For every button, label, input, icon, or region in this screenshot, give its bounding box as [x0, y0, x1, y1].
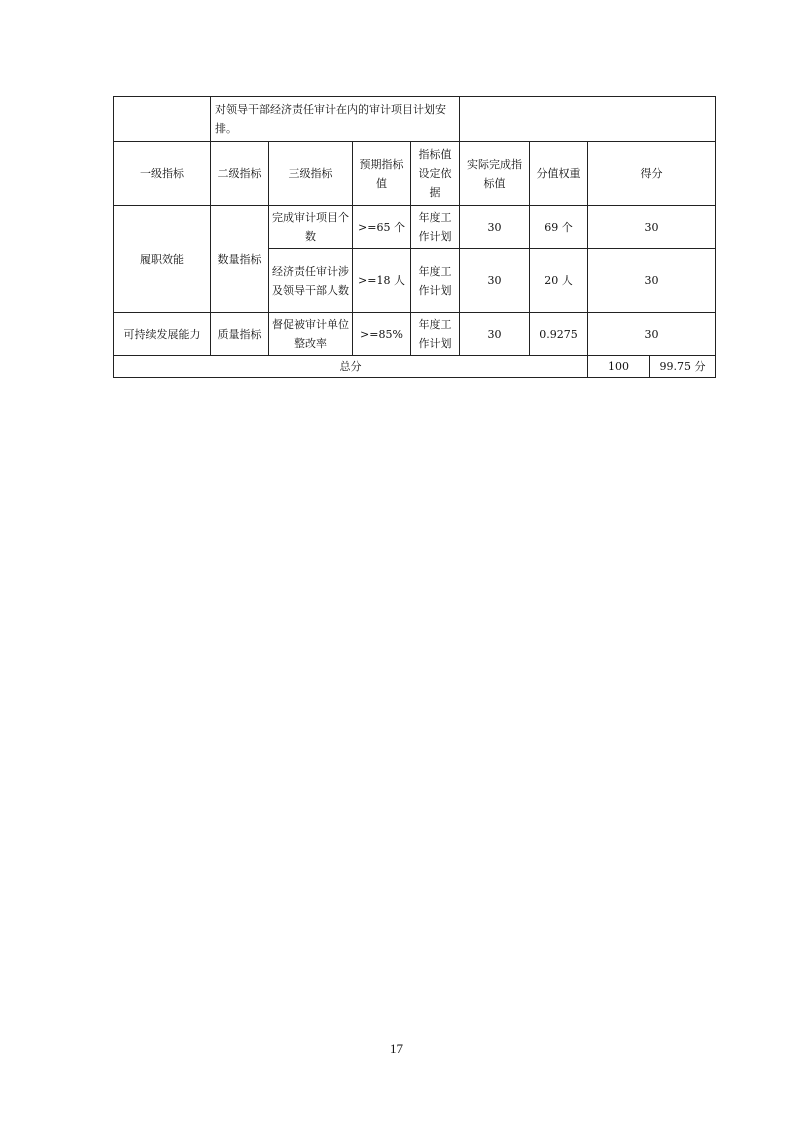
total-full-score: 100	[588, 356, 650, 378]
table-cell-empty	[460, 97, 716, 142]
cell-level3: 经济责任审计涉及领导干部人数	[269, 249, 353, 313]
header-actual: 实际完成指标值	[460, 142, 530, 206]
cell-level1: 履职效能	[114, 206, 211, 313]
cell-basis: 年度工作计划	[411, 249, 460, 313]
cell-level3: 督促被审计单位整改率	[269, 313, 353, 356]
header-score: 得分	[588, 142, 716, 206]
table-header-row	[114, 142, 716, 206]
cell-basis: 年度工作计划	[411, 313, 460, 356]
cell-expected: >=65 个	[353, 206, 411, 249]
cell-level2: 数量指标	[211, 206, 269, 313]
cell-score: 30	[588, 313, 716, 356]
cell-score: 30	[588, 206, 716, 249]
cell-actual: 30	[460, 206, 530, 249]
header-basis: 指标值设定依据	[411, 142, 460, 206]
cell-level2: 质量指标	[211, 313, 269, 356]
table-row-task-description	[114, 97, 716, 142]
cell-expected: >=85%	[353, 313, 411, 356]
header-level2: 二级指标	[211, 142, 269, 206]
header-level1: 一级指标	[114, 142, 211, 206]
page-number: 17	[390, 1041, 403, 1056]
table-total-row	[114, 356, 716, 378]
cell-weight: 20 人	[530, 249, 588, 313]
header-expected: 预期指标值	[353, 142, 411, 206]
cell-level1: 可持续发展能力	[114, 313, 211, 356]
cell-actual: 30	[460, 249, 530, 313]
cell-score: 30	[588, 249, 716, 313]
cell-expected: >=18 人	[353, 249, 411, 313]
total-score: 99.75 分	[650, 356, 716, 378]
cell-actual: 30	[460, 313, 530, 356]
cell-weight: 69 个	[530, 206, 588, 249]
total-label: 总分	[114, 356, 588, 378]
task-description-cell: 对领导干部经济责任审计在内的审计项目计划安排。	[211, 97, 460, 142]
header-level3: 三级指标	[269, 142, 353, 206]
header-weight: 分值权重	[530, 142, 588, 206]
cell-weight: 0.9275	[530, 313, 588, 356]
performance-indicator-table	[113, 96, 716, 378]
cell-level3: 完成审计项目个数	[269, 206, 353, 249]
table-row	[114, 206, 716, 249]
table-cell-empty	[114, 97, 211, 142]
cell-basis: 年度工作计划	[411, 206, 460, 249]
table-row	[114, 313, 716, 356]
